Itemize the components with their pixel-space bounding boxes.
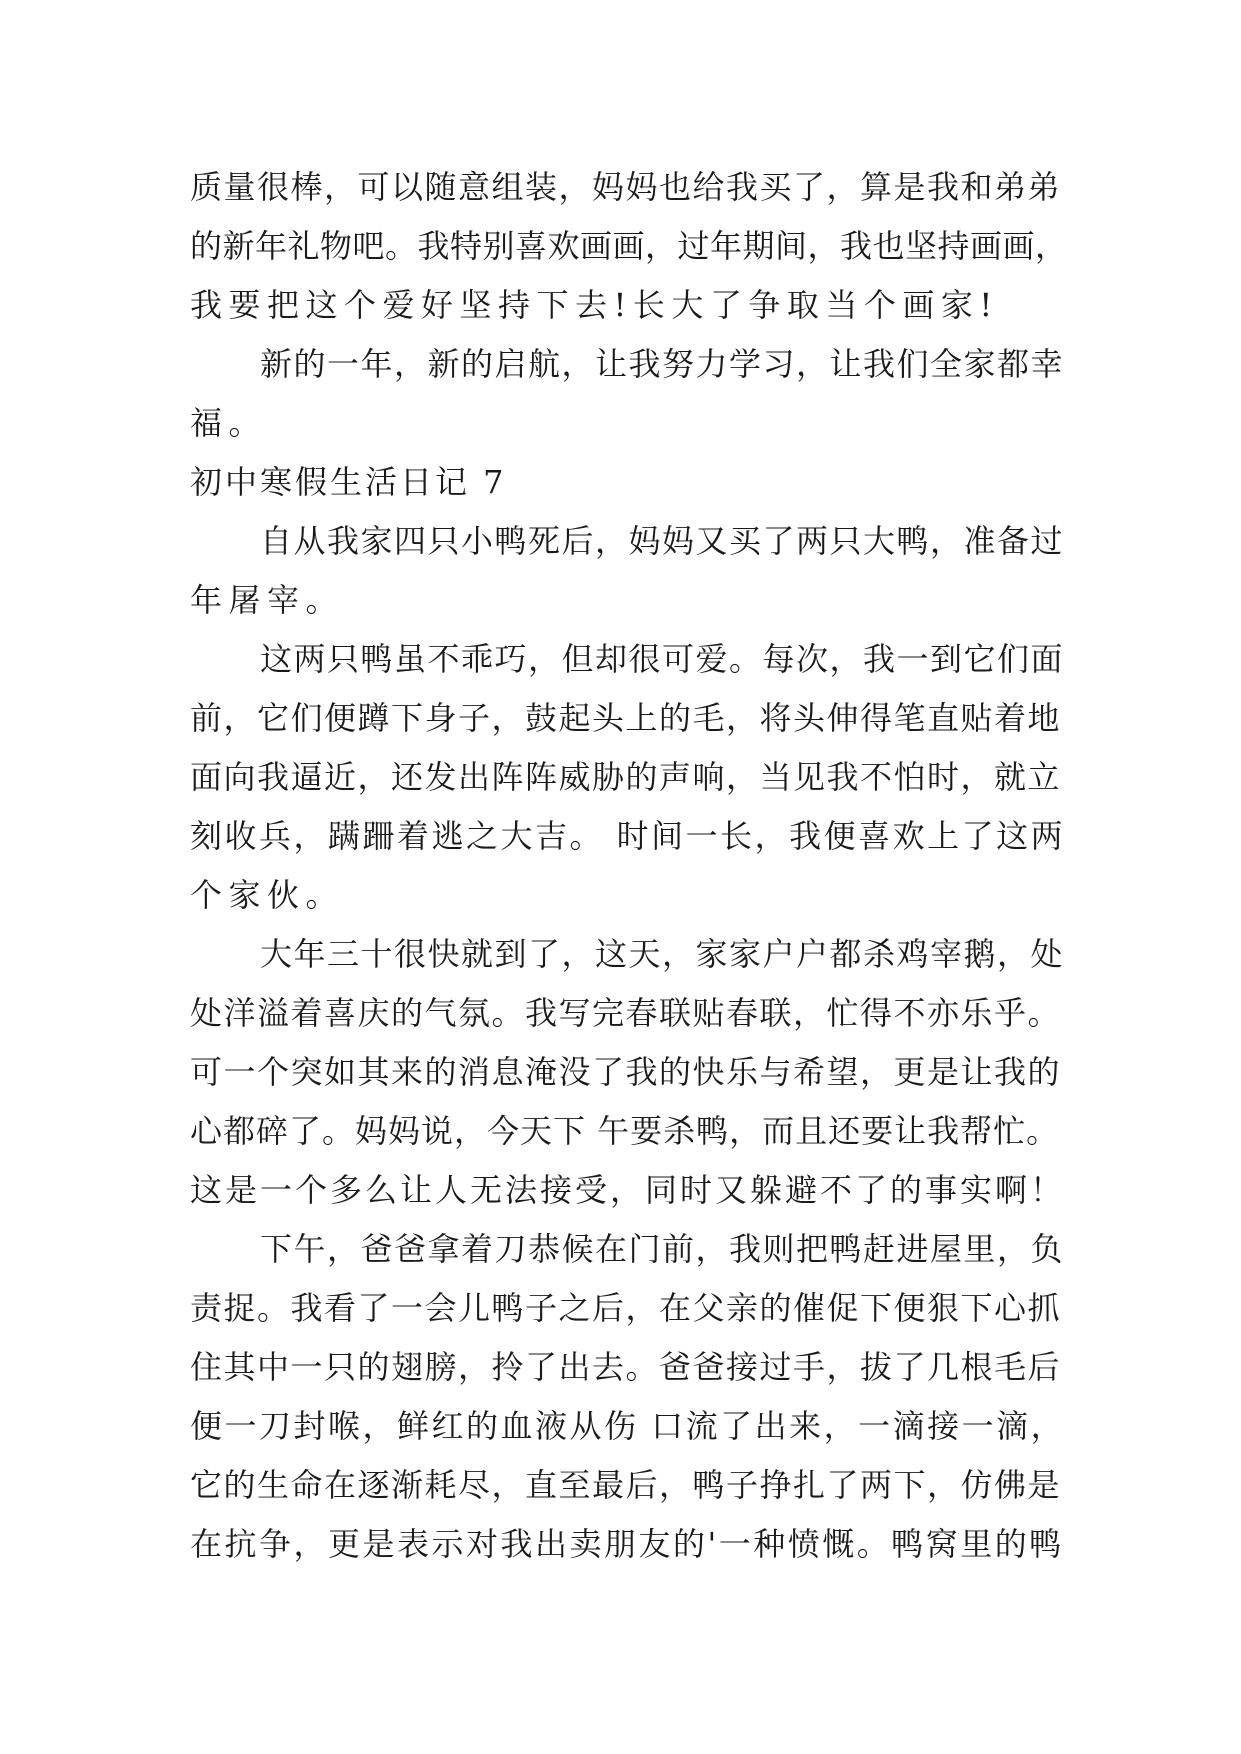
text-line: 在抗争，更是表示对我出卖朋友的'一种愤慨。鸭窝里的鸭: [190, 1525, 1064, 1563]
text-line: 个家伙。: [190, 876, 345, 914]
text-line: 福。: [190, 404, 268, 442]
document-body: [190, 158, 1070, 1574]
paragraph-start-line: 下午，爸爸拿着刀恭候在门前，我则把鸭赶进屋里，负: [260, 1230, 1065, 1268]
paragraph-start-line: 自从我家四只小鸭死后，妈妈又买了两只大鸭，准备过: [260, 522, 1065, 560]
text-line: 处洋溢着喜庆的气氛。我写完春联贴春联，忙得不亦乐乎。: [190, 994, 1062, 1032]
text-line: 心都碎了。妈妈说，今天下 午要杀鸭，而且还要让我帮忙。: [190, 1112, 1060, 1150]
text-line: 住其中一只的翅膀，拎了出去。爸爸接过手，拔了几根毛后: [190, 1348, 1062, 1386]
text-line: 前，它们便蹲下身子，鼓起头上的毛，将头伸得笔直贴着地: [190, 699, 1062, 737]
text-line: 刻收兵，蹒跚着逃之大吉。 时间一长，我便喜欢上了这两: [190, 817, 1066, 855]
text-line: 便一刀封喉，鲜红的血液从伤 口流了出来，一滴接一滴，: [190, 1407, 1066, 1445]
text-line: 这是一个多么让人无法接受，同时又躲避不了的事实啊！: [190, 1171, 1066, 1209]
text-line: 的新年礼物吧。我特别喜欢画画，过年期间，我也坚持画画，: [190, 227, 1068, 265]
text-line: 我要把这个爱好坚持下去!长大了争取当个画家!: [190, 286, 999, 324]
text-line: 它的生命在逐渐耗尽，直至最后，鸭子挣扎了两下，仿佛是: [190, 1466, 1062, 1504]
text-line: 面向我逼近，还发出阵阵威胁的声响，当见我不怕时，就立: [190, 758, 1062, 796]
text-line: 年屠宰。: [190, 581, 345, 619]
paragraph-start-line: 大年三十很快就到了，这天，家家户户都杀鸡宰鹅，处: [260, 935, 1065, 973]
text-line: 责捉。我看了一会儿鸭子之后，在父亲的催促下便狠下心抓: [190, 1289, 1062, 1327]
section-heading: 初中寒假生活日记 7: [190, 463, 507, 501]
text-line: 质量很棒，可以随意组装，妈妈也给我买了，算是我和弟弟: [190, 168, 1062, 206]
paragraph-start-line: 新的一年，新的启航，让我努力学习，让我们全家都幸: [260, 345, 1065, 383]
paragraph-start-line: 这两只鸭虽不乖巧，但却很可爱。每次，我一到它们面: [260, 640, 1065, 678]
text-line: 可一个突如其来的消息淹没了我的快乐与希望，更是让我的: [190, 1053, 1062, 1091]
